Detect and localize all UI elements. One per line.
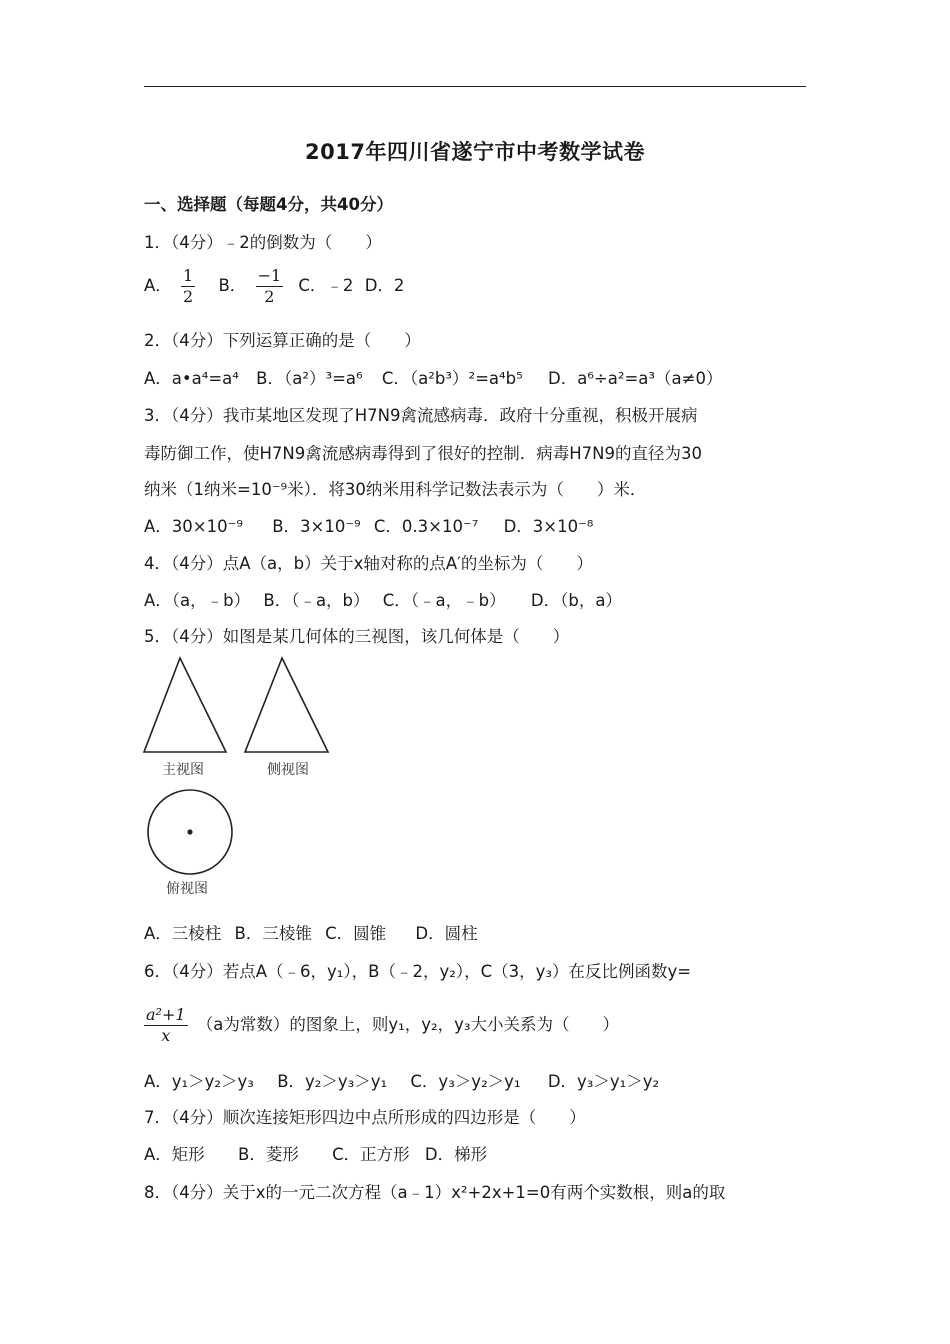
q1-options xyxy=(144,267,808,306)
q6-stem-line-2: （a为常数）的图象上，则y₁，y₂，y₃大小关系为（ ） xyxy=(196,1015,620,1034)
fraction-numerator: a²+1 xyxy=(146,1005,186,1024)
fraction-denominator: 2 xyxy=(183,287,194,306)
q5-option-c: C．圆锥 xyxy=(325,924,387,943)
q2-stem: 2．（4分）下列运算正确的是（ ） xyxy=(144,331,421,350)
q7-option-d: D．梯形 xyxy=(424,1145,488,1164)
q8-stem: 8．（4分）关于x的一元二次方程（a﹣1）x²+2x+1=0有两个实数根，则a的取 xyxy=(144,1183,726,1202)
q6-option-c: C．y₃＞y₂＞y₁ xyxy=(410,1072,521,1091)
header-rule xyxy=(144,86,806,87)
three-views-figure-top xyxy=(142,655,334,755)
q6-stem-line-1: 6．（4分）若点A（﹣6，y₁），B（﹣2，y₂），C（3，y₃）在反比例函数y= xyxy=(144,962,692,981)
front-view-triangle xyxy=(144,658,226,752)
q5-options xyxy=(144,920,808,944)
top-view-center-point xyxy=(187,829,192,834)
q6-option-d: D．y₃＞y₁＞y₂ xyxy=(547,1072,660,1091)
q3-option-d: D．3×10⁻⁸ xyxy=(503,517,594,536)
q1-option-d: D．2 xyxy=(364,276,405,295)
q3-option-b: B．3×10⁻⁹ xyxy=(272,517,361,536)
section-heading: 一、选择题（每题4分，共40分） xyxy=(144,195,393,214)
q3-option-a: A．30×10⁻⁹ xyxy=(144,517,243,536)
q4-options xyxy=(144,587,808,611)
side-view-triangle xyxy=(245,658,328,752)
q6-function-fraction xyxy=(144,1006,188,1045)
q7-option-a: A．矩形 xyxy=(144,1145,205,1164)
q5-option-a: A．三棱柱 xyxy=(144,924,222,943)
q7-option-b: B．菱形 xyxy=(238,1145,299,1164)
fraction-denominator: x xyxy=(161,1026,171,1045)
q3-option-c: C．0.3×10⁻⁷ xyxy=(373,517,479,536)
front-view-label: 主视图 xyxy=(162,762,204,778)
q4-option-d: D．（b，a） xyxy=(530,591,622,610)
q5-option-b: B．三棱锥 xyxy=(234,924,312,943)
top-view-label: 俯视图 xyxy=(166,881,208,897)
q6-option-b: B．y₂＞y₃＞y₁ xyxy=(277,1072,388,1091)
fraction-numerator: −1 xyxy=(257,266,282,285)
q2-option-d: D．a⁶÷a²=a³（a≠0） xyxy=(547,369,723,388)
q5-option-d: D．圆柱 xyxy=(415,924,478,943)
q3-stem-line-2: 毒防御工作，使H7N9禽流感病毒得到了很好的控制．病毒H7N9的直径为30 xyxy=(144,444,702,463)
q3-options xyxy=(144,513,808,537)
q2-option-a: A．a•a⁴=a⁴ xyxy=(144,369,239,388)
q6-stem-line-2-row xyxy=(144,1006,808,1045)
q4-stem: 4．（4分）点A（a，b）关于x轴对称的点A′的坐标为（ ） xyxy=(144,554,593,573)
q1-option-c: C．﹣2 xyxy=(298,276,354,295)
q7-stem: 7．（4分）顺次连接矩形四边中点所形成的四边形是（ ） xyxy=(144,1108,586,1127)
q1-stem: 1．（4分）﹣2的倒数为（ ） xyxy=(144,233,382,252)
q3-stem-line-3: 纳米（1纳米=10⁻⁹米）．将30纳米用科学记数法表示为（ ）米． xyxy=(144,480,647,499)
q4-option-b: B．（﹣a，b） xyxy=(263,591,370,610)
q7-options xyxy=(144,1141,808,1165)
q1-option-a-fraction xyxy=(181,267,195,306)
q2-option-c: C．（a²b³）²=a⁴b⁵ xyxy=(381,369,523,388)
q2-option-b: B．（a²）³=a⁶ xyxy=(256,369,363,388)
q1-option-a-label: A． xyxy=(144,276,172,295)
top-view-figure xyxy=(145,787,235,877)
fraction-numerator: 1 xyxy=(183,266,194,285)
exam-title: 2017年四川省遂宁市中考数学试卷 xyxy=(305,140,645,164)
q1-option-b-label: B． xyxy=(218,276,247,295)
q7-option-c: C．正方形 xyxy=(332,1145,410,1164)
fraction-denominator: 2 xyxy=(264,287,275,306)
side-view-label: 侧视图 xyxy=(267,762,309,778)
q2-options xyxy=(144,365,808,389)
q5-stem: 5．（4分）如图是某几何体的三视图，该几何体是（ ） xyxy=(144,627,570,646)
q6-option-a: A．y₁＞y₂＞y₃ xyxy=(144,1072,254,1091)
q4-option-a: A．（a，﹣b） xyxy=(144,591,251,610)
q3-stem-line-1: 3．（4分）我市某地区发现了H7N9禽流感病毒．政府十分重视，积极开展病 xyxy=(144,406,698,425)
q6-options xyxy=(144,1068,808,1092)
q1-option-b-fraction xyxy=(256,267,284,306)
q4-option-c: C．（﹣a，﹣b） xyxy=(382,591,506,610)
